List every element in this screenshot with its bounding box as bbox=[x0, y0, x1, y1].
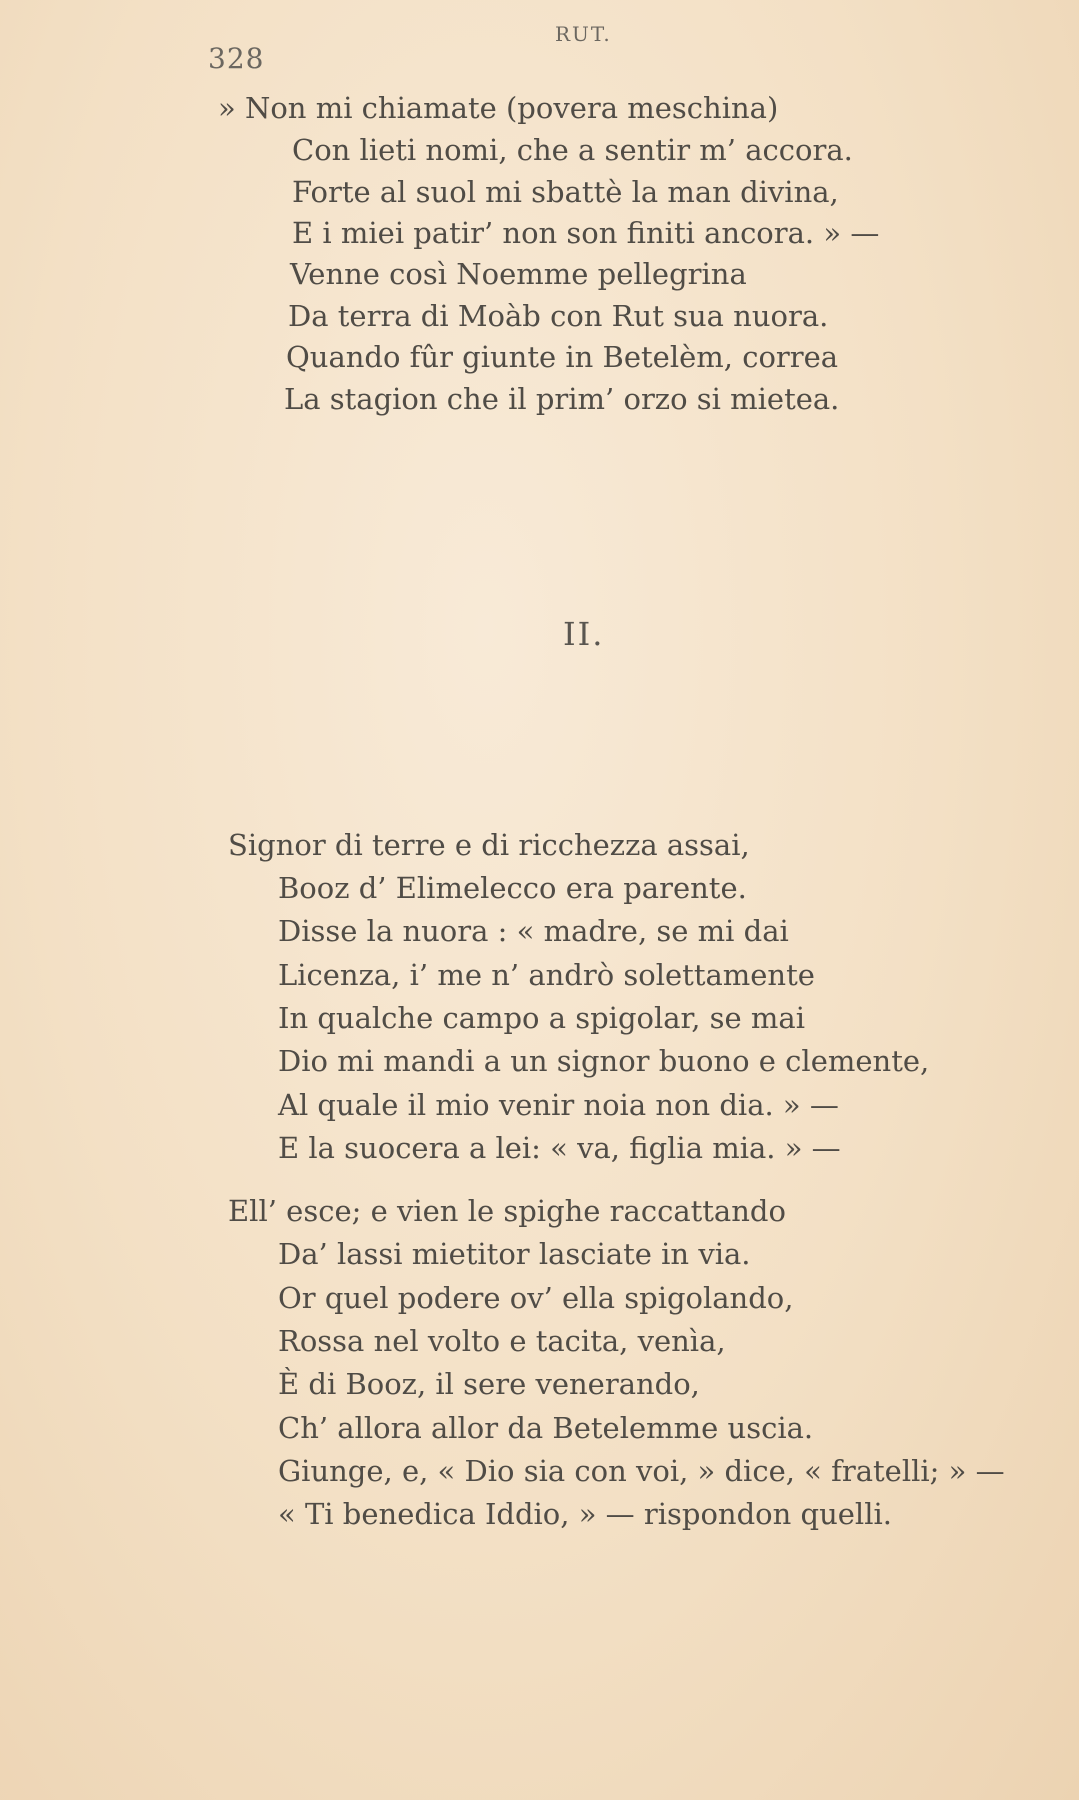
verse-line: Forte al suol mi sbattè la man divina, bbox=[292, 175, 839, 209]
verse-line: Con lieti nomi, che a sentir m’ accora. bbox=[292, 133, 853, 167]
section-heading: II. bbox=[563, 615, 605, 653]
verse-line: Rossa nel volto e tacita, venìa, bbox=[278, 1324, 726, 1358]
verse-line: Da’ lassi mietitor lasciate in via. bbox=[278, 1237, 751, 1271]
verse-line: Signor di terre e di ricchezza assai, bbox=[228, 828, 750, 862]
verse-line: Quando fûr giunte in Betelèm, correa bbox=[286, 340, 839, 374]
verse-line: E i miei patir’ non son finiti ancora. » — bbox=[292, 216, 880, 250]
verse-line: In qualche campo a spigolar, se mai bbox=[278, 1001, 805, 1035]
verse-line: Giunge, e, « Dio sia con voi, » dice, « fratelli; » — bbox=[278, 1454, 1005, 1488]
page-number: 328 bbox=[208, 42, 265, 75]
running-title: RUT. bbox=[555, 22, 612, 46]
verse-line: È di Booz, il sere venerando, bbox=[278, 1367, 700, 1401]
verse-line: Da terra di Moàb con Rut sua nuora. bbox=[288, 299, 829, 333]
verse-line: Licenza, i’ me n’ andrò solettamente bbox=[278, 958, 815, 992]
verse-line: Ch’ allora allor da Betelemme uscia. bbox=[278, 1411, 814, 1445]
verse-line: Disse la nuora : « madre, se mi dai bbox=[278, 914, 789, 948]
verse-line: Al quale il mio venir noia non dia. » — bbox=[278, 1088, 839, 1122]
verse-line: Ell’ esce; e vien le spighe raccattando bbox=[228, 1194, 786, 1228]
verse-line: Venne così Noemme pellegrina bbox=[290, 257, 747, 291]
verse-line: « Ti benedica Iddio, » — rispondon quelli. bbox=[278, 1497, 892, 1531]
verse-line: E la suocera a lei: « va, figlia mia. » — bbox=[278, 1131, 841, 1165]
verse-line: Or quel podere ov’ ella spigolando, bbox=[278, 1281, 794, 1315]
verse-line: La stagion che il prim’ orzo si mietea. bbox=[284, 382, 840, 416]
verse-line: Booz d’ Elimelecco era parente. bbox=[278, 871, 747, 905]
verse-line: » Non mi chiamate (povera meschina) bbox=[218, 91, 779, 125]
verse-line: Dio mi mandi a un signor buono e clemente, bbox=[278, 1044, 930, 1078]
